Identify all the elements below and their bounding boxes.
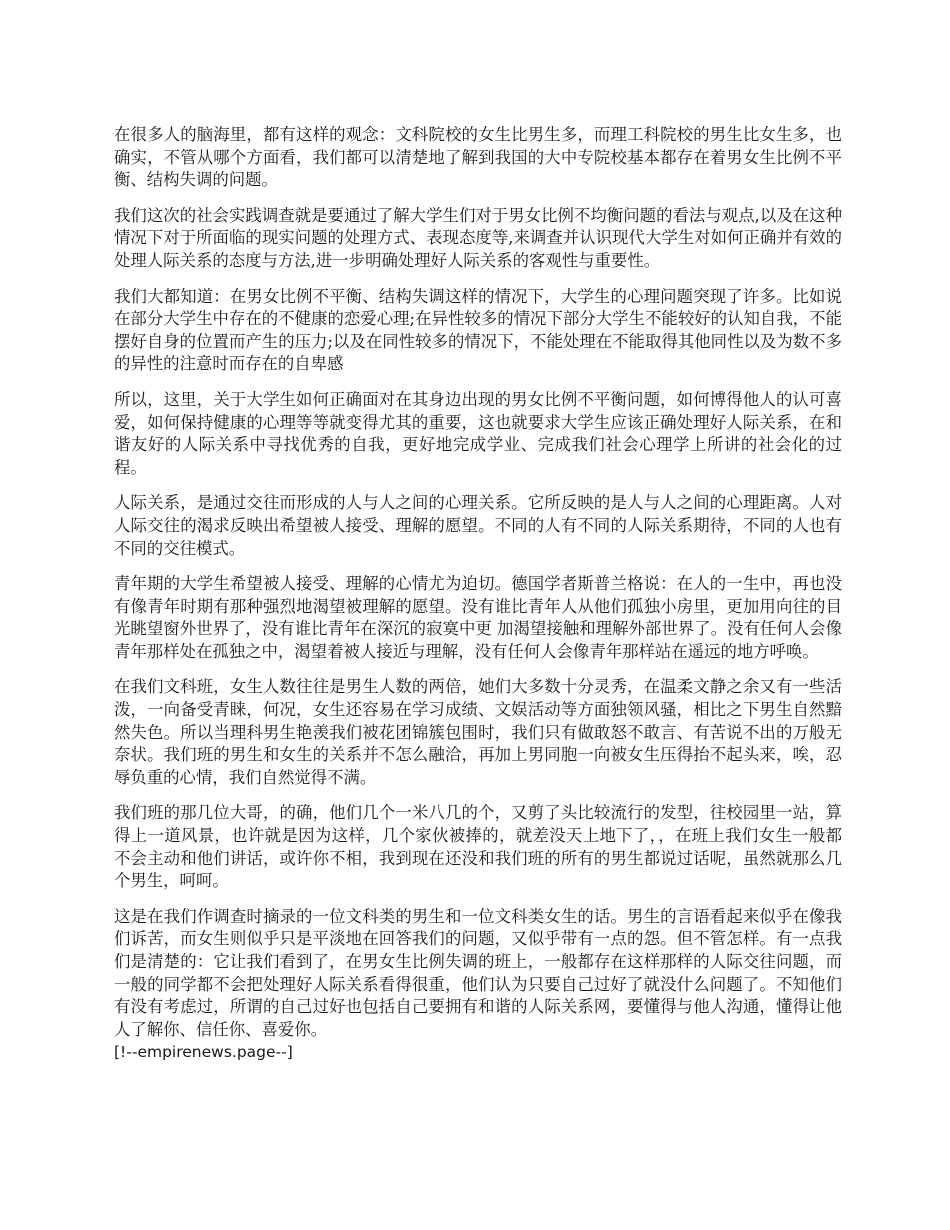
paragraph-5: 人际关系，是通过交往而形成的人与人之间的心理关系。它所反映的是人与人之间的心理距离。人对人际交往的渴求反映出希望被人接受、理解的愿望。不同的人有不同的人际关系期待，不同的人也有不同的交往模式。 [114, 493, 842, 558]
paragraph-3: 我们大都知道：在男女比例不平衡、结构失调这样的情况下，大学生的心理问题突现了许多。比如说在部分大学生中存在的不健康的恋爱心理;在异性较多的情况下部分大学生不能较好的认知自我，不能摆好自身的位置而产生的压力;以及在同性较多的情况下，不能处理在不能取得其他同性以及为数不多的异性的注意时而存在的自卑感 [114, 286, 842, 374]
paragraph-6: 青年期的大学生希望被人接受、理解的心情尤为迫切。德国学者斯普兰格说：在人的一生中，再也没有像青年时期有那种强烈地渴望被理解的愿望。没有谁比青年人从他们孤独小房里，更加用向往的目光眺望窗外世界了，没有谁比青年在深沉的寂寞中更 加渴望接触和理解外部世界了。没有任何人会像青年那样处在孤独之中，渴望着被人接近与理解，没有任何人会像青年那样站在遥远的地方呼唤。 [114, 574, 842, 661]
paragraph-1: 在很多人的脑海里，都有这样的观念：文科院校的女生比男生多，而理工科院校的男生比女生多，也确实，不管从哪个方面看，我们都可以清楚地了解到我国的大中专院校基本都存在着男女生比例不平衡、结构失调的问题。 [114, 125, 842, 190]
paragraph-2: 我们这次的社会实践调查就是要通过了解大学生们对于男女比例不均衡问题的看法与观点,以及在这种情况下对于所面临的现实问题的处理方式、表现态度等,来调查并认识现代大学生对如何正确并有效的处理人际关系的态度与方法,进一步明确处理好人际关系的客观性与重要性。 [114, 205, 842, 270]
paragraph-7: 在我们文科班，女生人数往往是男生人数的两倍，她们大多数十分灵秀，在温柔文静之余又有一些活泼，一向备受青睐，何况，女生还容易在学习成绩、文娱活动等方面独领风骚，相比之下男生自然黯然失色。所以当理科男生艳羡我们被花团锦簇包围时，我们只有做敢怒不敢言、有苦说不出的万般无奈状。我们班的男生和女生的关系并不怎么融洽，再加上男同胞一向被女生压得抬不起头来，唉，忍辱负重的心情，我们自然觉得不满。 [114, 677, 842, 787]
document-body [114, 124, 842, 1063]
paragraph-8: 我们班的那几位大哥，的确，他们几个一米八几的个，又剪了头比较流行的发型，往校园里一站，算得上一道风景，也许就是因为这样，几个家伙被捧的，就差没天上地下了，，在班上我们女生一般都不会主动和他们讲话，或许你不相，我到现在还没和我们班的所有的男生都说过话呢，虽然就那么几个男生，呵呵。 [114, 803, 842, 891]
paragraph-4: 所以，这里，关于大学生如何正确面对在其身边出现的男女比例不平衡问题，如何博得他人的认可喜爱，如何保持健康的心理等等就变得尤其的重要，这也就要求大学生应该正确处理好人际关系，在和谐友好的人际关系中寻找优秀的自我，更好地完成学业、完成我们社会心理学上所讲的社会化的过程。 [114, 389, 842, 477]
page-break-marker: [!--empirenews.page--] [114, 1043, 293, 1062]
paragraph-9: 这是在我们作调查时摘录的一位文科类的男生和一位文科类女生的话。男生的言语看起来似乎在像我们诉苦，而女生则似乎只是平淡地在回答我们的问题，又似乎带有一点的怨。但不管怎样。有一点我们是清楚的：它让我们看到了，在男女生比例失调的班上，一般都存在这样那样的人际交往问题，而一般的同学都不会把处理好人际关系看得很重，他们认为只要自己过好了就没什么问题了。不知他们有没有考虑过，所谓的自己过好也包括自己要拥有和谐的人际关系网，要懂得与他人沟通，懂得让他人了解你、信任你、喜爱你。 [114, 906, 842, 1039]
